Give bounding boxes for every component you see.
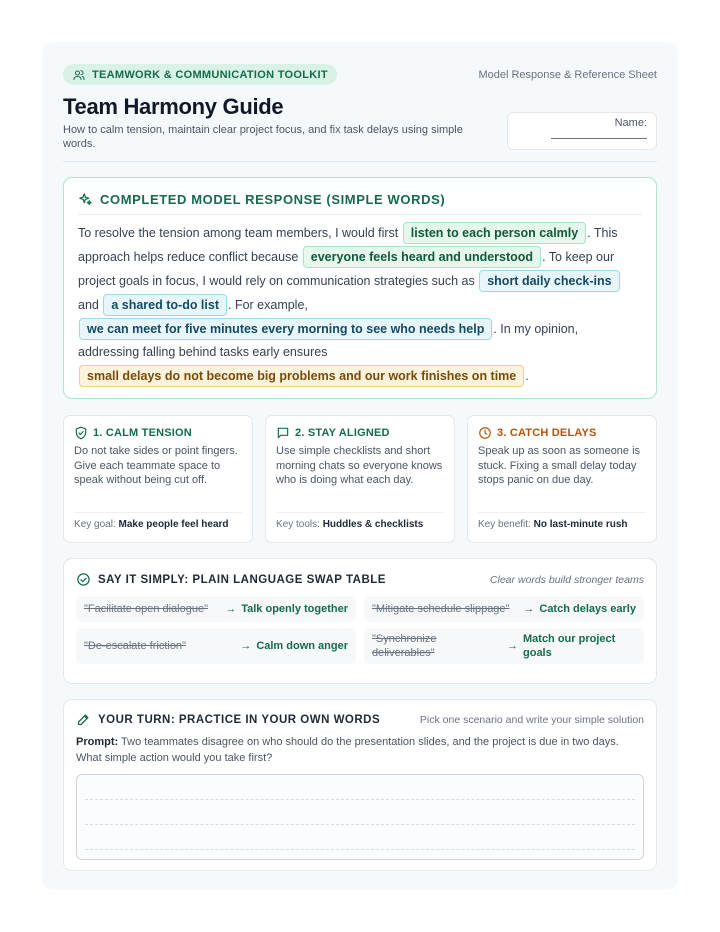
- name-line[interactable]: [551, 133, 647, 139]
- reference-sheet: [42, 42, 678, 890]
- card-body: Use simple checklists and short morning chats so everyone knows who is doing what each day.: [276, 445, 443, 487]
- highlight-phrase: a shared to-do list: [103, 294, 227, 316]
- card-title: 2. STAY ALIGNED: [295, 427, 390, 439]
- writing-line: [85, 825, 635, 850]
- arrow-right-icon: →: [507, 640, 518, 652]
- swap-table-heading: SAY IT SIMPLY: PLAIN LANGUAGE SWAP TABLE: [76, 572, 386, 587]
- top-bar: [63, 64, 657, 85]
- highlight-phrase: short daily check-ins: [479, 270, 619, 292]
- new-phrase: Match our project goals: [523, 633, 616, 659]
- toolkit-label: TEAMWORK & COMMUNICATION TOOLKIT: [92, 68, 328, 81]
- old-phrase: "De-escalate friction": [84, 640, 186, 652]
- card-catch-delays: [467, 415, 657, 543]
- header-divider: [63, 161, 657, 162]
- users-icon: [73, 69, 85, 81]
- arrow-right-icon: →: [225, 603, 237, 615]
- arrow-right-icon: →: [523, 603, 535, 615]
- sparkle-icon: [78, 192, 93, 207]
- highlight-phrase: everyone feels heard and understood: [303, 246, 541, 268]
- card-title: 1. CALM TENSION: [93, 427, 192, 439]
- card-footer: Key benefit: No last-minute rush: [478, 512, 646, 530]
- name-field[interactable]: [507, 112, 657, 150]
- shield-check-icon: [74, 426, 88, 440]
- old-phrase: "Mitigate schedule slippage": [372, 603, 510, 615]
- model-response-panel: [63, 177, 657, 399]
- swap-table: [76, 596, 644, 664]
- swap-tagline: Clear words build stronger teams: [489, 573, 644, 586]
- highlight-phrase: small delays do not become big problems and our work finishes on time: [79, 365, 524, 387]
- practice-panel: [63, 699, 657, 871]
- swap-row: [364, 628, 644, 664]
- swap-table-panel: [63, 558, 657, 684]
- highlight-phrase: listen to each person calmly: [403, 222, 586, 244]
- pencil-icon: [76, 712, 91, 727]
- writing-line: [85, 800, 635, 825]
- old-phrase: "Synchronize deliverables": [372, 633, 437, 659]
- chat-icon: [276, 426, 290, 440]
- check-circle-icon: [76, 572, 91, 587]
- strategy-cards: [63, 415, 657, 543]
- highlight-phrase: we can meet for five minutes every morning to see who needs help: [79, 318, 492, 340]
- toolkit-badge: [63, 64, 337, 85]
- card-calm-tension: [63, 415, 253, 543]
- new-phrase: Calm down anger: [256, 640, 348, 652]
- swap-row: [76, 628, 356, 664]
- sheet-type: Model Response & Reference Sheet: [478, 68, 657, 81]
- swap-row: [76, 596, 356, 622]
- answer-textarea[interactable]: [76, 774, 644, 860]
- new-phrase: Catch delays early: [539, 603, 636, 615]
- practice-prompt: Prompt: Two teammates disagree on who should do the presentation slides, and the project is due in two days. What simple action would you take first?: [76, 736, 619, 764]
- card-stay-aligned: [265, 415, 455, 543]
- swap-row: [364, 596, 644, 622]
- model-response-heading: COMPLETED MODEL RESPONSE (SIMPLE WORDS): [78, 192, 642, 215]
- header: [63, 93, 657, 151]
- card-body: Speak up as soon as someone is stuck. Fixing a small delay today stops panic on due day.: [478, 445, 641, 487]
- card-footer: Key tools: Huddles & checklists: [276, 512, 444, 530]
- page-title: Team Harmony Guide: [63, 94, 284, 119]
- writing-line: [85, 775, 635, 800]
- clock-icon: [478, 426, 492, 440]
- card-title: 3. CATCH DELAYS: [497, 427, 597, 439]
- old-phrase: "Facilitate open dialogue": [84, 603, 209, 615]
- arrow-right-icon: →: [240, 640, 252, 652]
- new-phrase: Talk openly together: [241, 603, 348, 615]
- page-subtitle: How to calm tension, maintain clear project focus, and fix task delays using simple words.: [63, 124, 463, 150]
- name-label: Name:: [614, 117, 647, 129]
- card-body: Do not take sides or point fingers. Give each teammate space to speak without being cut off.: [74, 445, 238, 487]
- card-footer: Key goal: Make people feel heard: [74, 512, 242, 530]
- model-response-text: To resolve the tension among team members, I would first listen to each person calmly . This approach helps reduce conflict because everyone feels heard and understood . To keep our project goals in focus, I would rely on communication strategies such as short daily check-ins and a shared to-do list . For example, we can meet for five minutes every morning to see who needs help . In my opinion, addressing falling behind tasks early ensures small delays do not become big problems and our work finishes on time .: [78, 221, 642, 388]
- practice-instruction: Pick one scenario and write your simple solution: [419, 713, 644, 726]
- practice-heading: YOUR TURN: PRACTICE IN YOUR OWN WORDS: [76, 712, 380, 727]
